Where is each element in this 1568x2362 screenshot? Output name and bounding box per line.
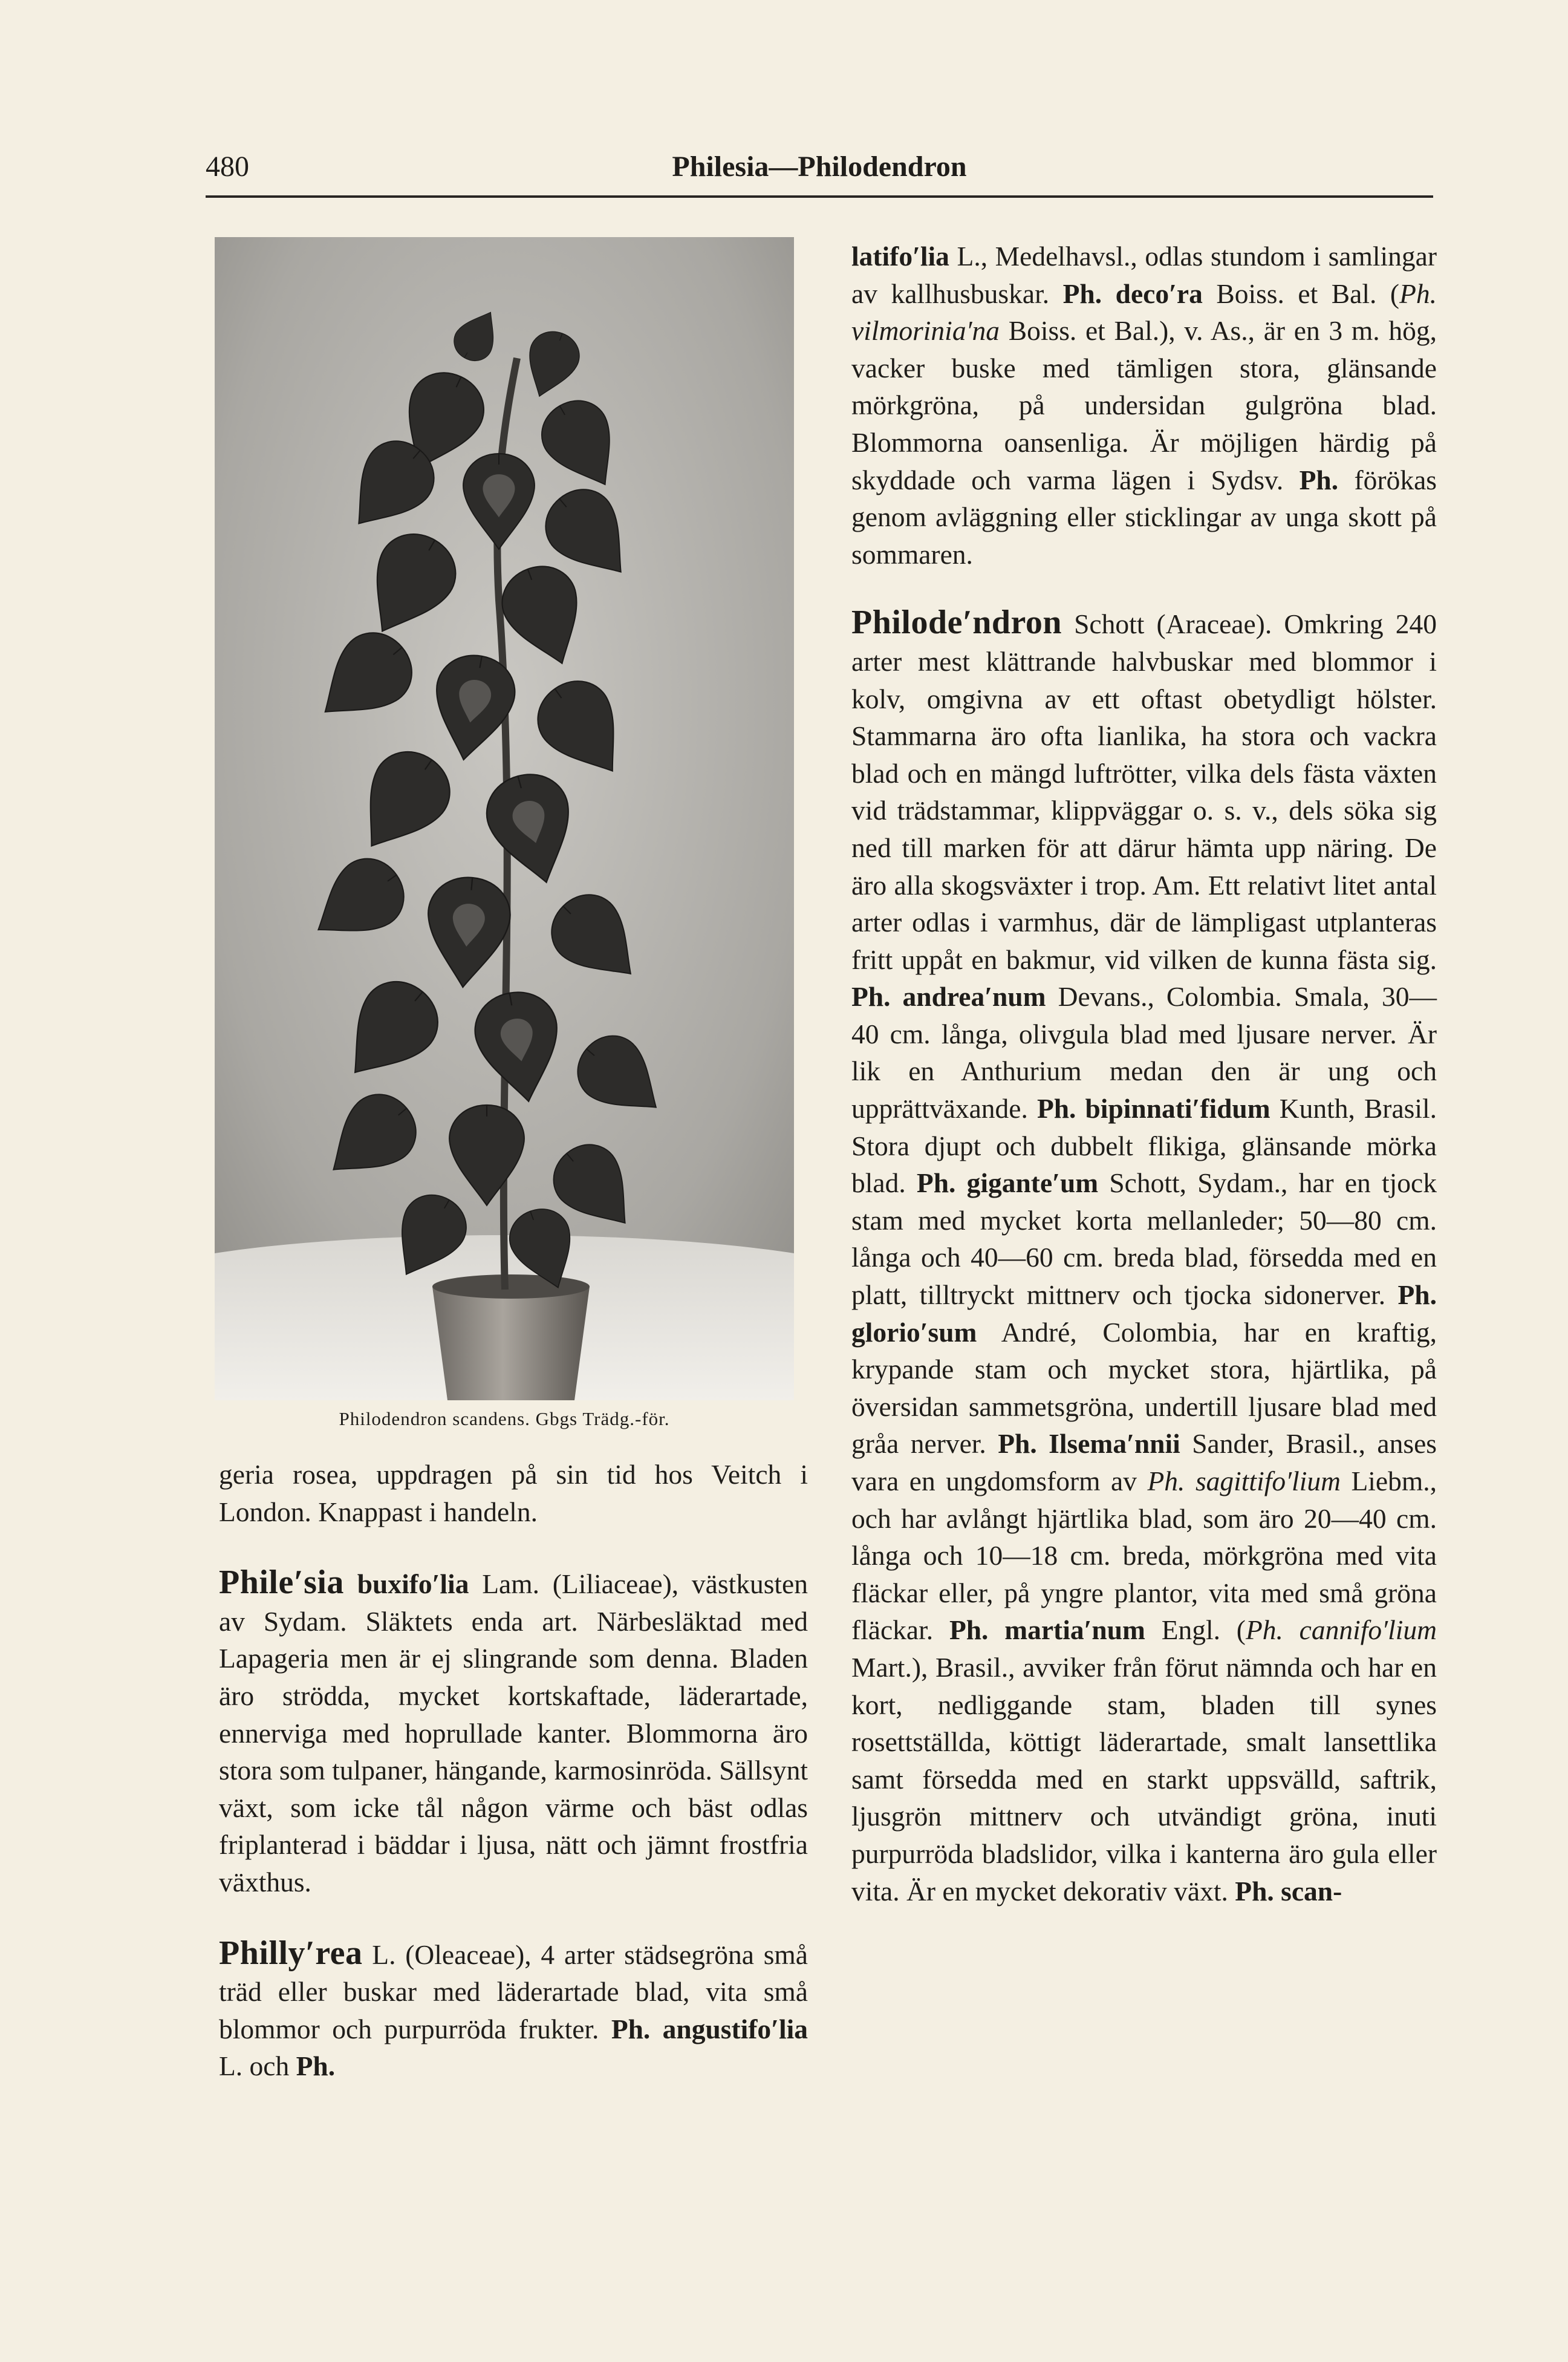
headword-phillyrea: Philly′rea xyxy=(219,1934,363,1972)
entry-text: Boiss. et Bal. ( xyxy=(1202,278,1400,309)
entry-text: Sander, Brasil., anses vara en ungdomsform av xyxy=(851,1428,1437,1496)
headword-philesia: Phile′sia xyxy=(219,1564,344,1602)
left-column xyxy=(219,1456,808,2085)
entry-text: Lam. (Liliaceae), västkusten av Sydam. Släktets enda art. Närbesläktad med Lapageria men är ej slingrande som denna. Bladen äro strödda, mycket kortskaftade, läderartade, ennerviga med hoprullade kanter. Blommorna äro stora som tulpaner, hängande, karmosinröda. Sällsynt växt, som icke tål någon värme och bäst odlas friplanterad i bäddar i ljusa, nätt och jämnt frostfria växthus. xyxy=(219,1568,808,1897)
species-name: Ph. angustifo′lia xyxy=(611,2013,808,2044)
synonym-name: Ph. cannifo′lium xyxy=(1245,1614,1437,1646)
species-name: Ph. deco′ra xyxy=(1062,278,1203,309)
entry-text: Engl. ( xyxy=(1145,1614,1246,1646)
header-rule xyxy=(206,195,1433,198)
running-title: Philesia—Philodendron xyxy=(672,151,967,183)
entry-philodendron xyxy=(851,604,1437,1910)
entry-text: L. och xyxy=(219,2050,296,2082)
entry-text: Mart.), Brasil., avviker från förut nämnda och har en kort, nedliggande stam, bladen till synes rosettställda, köttigt läderartade, smalt lansettlika samt försedda med en starkt uppsvälld, saftrik, ljusgrön mittnerv och utvändigt gröna, inuti purpurröda bladslidor, vilka i kanterna äro gula eller vita. Är en mycket dekorativ växt. xyxy=(851,1651,1437,1907)
entry-text: Schott (Araceae). Omkring 240 arter mest klättrande halvbuskar med blommor i kolv, omgivna av ett oftast obetydligt hölster. Stammarna äro ofta lianlika, ha stora och vackra blad och en mängd luftrötter, vilka dels fästa växten vid trädstammar, klippväggar o. s. v., dels söka sig ned till marken för att därur hämta upp näring. De äro alla skogsväxter i trop. Am. Ett relativt litet antal arter odlas i varmhus, där de lämpligast utplanteras fritt uppåt en bakmur, vid vilken de kunna fästa sig. xyxy=(851,608,1437,975)
entry-text: Kunth, Brasil. Stora djupt och dubbelt flikiga, glänsande mörka blad. xyxy=(851,1093,1437,1199)
synonym-name: Ph. vilmorinia′na xyxy=(851,278,1437,347)
entry-text: Devans., Colombia. Smala, 30—40 cm. långa, olivgula blad med ljusare nerver. Är lik en Anthurium medan den är ung och upprättväxande. xyxy=(851,981,1437,1124)
entry-text: Schott, Sydam., har en tjock stam med mycket korta mellanleder; 50—80 cm. långa och 40—60 cm. breda blad, försedda med en platt, tilltryckt mittnerv och tjocka sidonerver. xyxy=(851,1167,1437,1311)
species-name: Ph. glorio′sum xyxy=(851,1279,1437,1348)
entry-text: förökas genom avläggning eller sticklingar av unga skott på sommaren. xyxy=(851,464,1437,570)
continued-paragraph: geria rosea, uppdragen på sin tid hos Veitch i London. Knappast i handeln. xyxy=(219,1459,808,1527)
species-name: latifo′lia xyxy=(851,241,949,272)
entry-text: Boiss. et Bal.), v. As., är en 3 m. hög, vacker buske med tämligen stora, glänsande mörkgröna, på undersidan gulgröna blad. Blommorna oansenliga. Är möjligen härdig på skyddade och varma lägen i Sydsv. xyxy=(851,315,1437,495)
species-name: Ph. Ilsema′nnii xyxy=(998,1428,1180,1460)
species-name: Ph. gigante′um xyxy=(916,1167,1099,1199)
species-name: Ph. xyxy=(296,2050,336,2082)
entry-phillyrea-continued xyxy=(851,238,1437,573)
entry-text: André, Colombia, har en kraftig, krypande stam och mycket stora, hjärtlika, på översidan sammetsgröna, undertill ljusare blad med gråa nerver. xyxy=(851,1316,1437,1460)
entry-text: L., Medelhavsl., odlas stundom i samlingar av kallhusbuskar. xyxy=(851,241,1437,309)
page-number: 480 xyxy=(206,151,249,183)
entry-phillyrea xyxy=(219,1935,808,2085)
entry-text: L. (Oleaceae), 4 arter städsegröna små träd eller buskar med läderartade blad, vita små blommor och purpurröda frukter. xyxy=(219,1939,808,2044)
plant-photo xyxy=(215,237,794,1400)
species-name: Ph. xyxy=(1299,464,1339,495)
right-column xyxy=(851,238,1437,1910)
page-header xyxy=(206,150,1433,188)
entry-philesia xyxy=(219,1564,808,1900)
headword-philodendron: Philode′ndron xyxy=(851,604,1062,642)
epithet-buxifolia: buxifo′lia xyxy=(357,1568,469,1600)
figure-caption: Philodendron scandens. Gbgs Trädg.-för. xyxy=(339,1408,670,1429)
species-name: Ph. bipinnati′fidum xyxy=(1036,1093,1270,1124)
species-name: Ph. scan- xyxy=(1235,1875,1342,1907)
species-name: Ph. martia′num xyxy=(949,1614,1145,1646)
species-name: Ph. andrea′num xyxy=(851,981,1046,1013)
synonym-name: Ph. sagittifo′lium xyxy=(1147,1466,1341,1496)
entry-text: Liebm., och har avlångt hjärtlika blad, som äro 20—40 cm. långa och 10—18 cm. breda, mörkgröna med vita fläckar eller, på yngre plantor, vita med små gröna fläckar. xyxy=(851,1466,1437,1646)
